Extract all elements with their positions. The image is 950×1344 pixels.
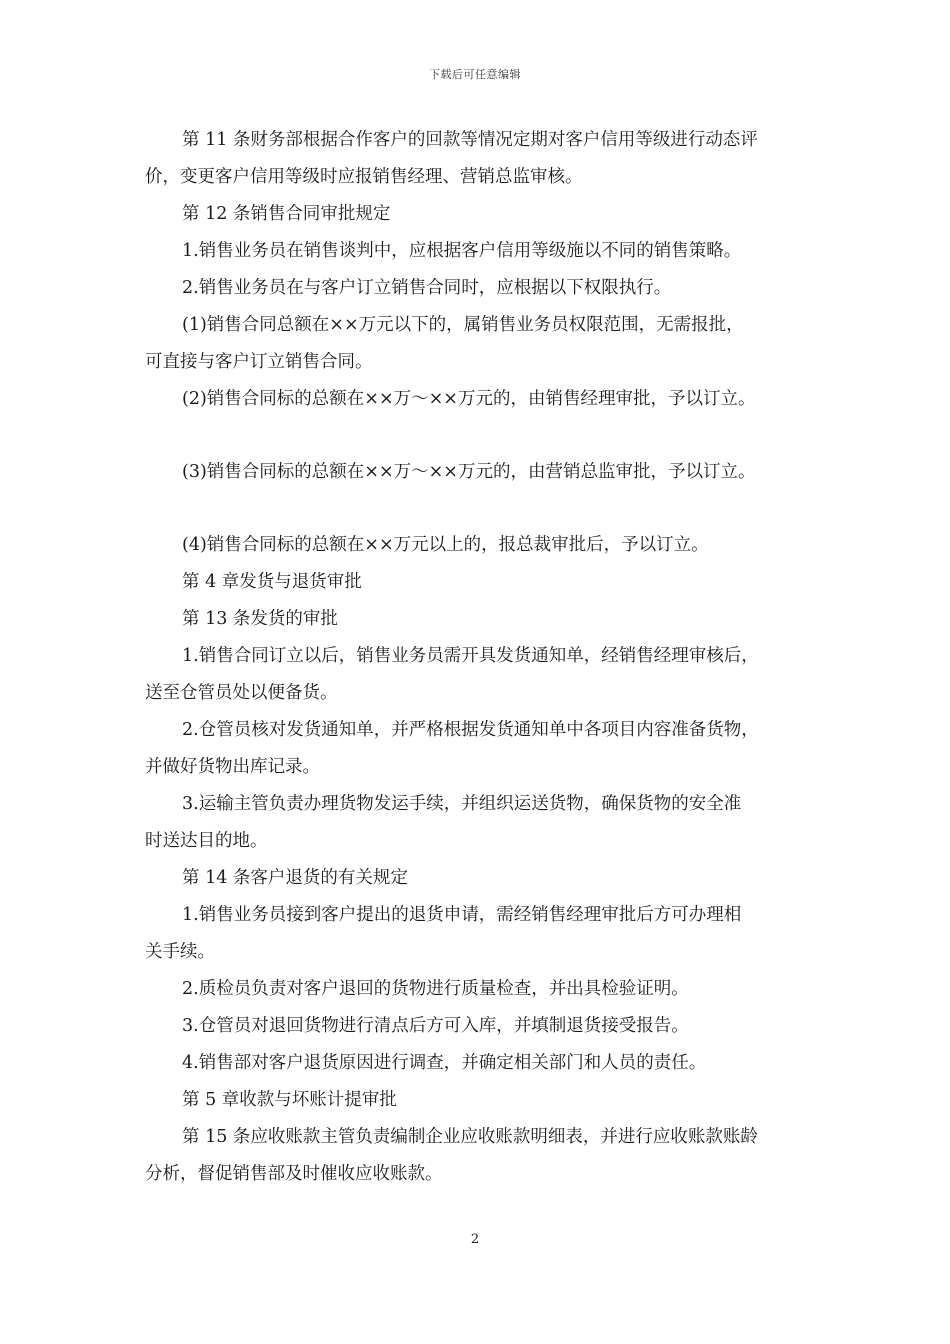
paragraph-line: 1.销售业务员接到客户提出的退货申请，需经销售经理审批后方可办理相 <box>182 905 742 925</box>
paragraph-line: 2.仓管员核对发货通知单，并严格根据发货通知单中各项目内容准备货物， <box>182 720 759 740</box>
list-item <box>145 786 825 860</box>
paragraph-line: 分析，督促销售部及时催收应收账款。 <box>145 1164 443 1184</box>
paragraph-line: 第 11 条财务部根据合作客户的回款等情况定期对客户信用等级进行动态评 <box>182 130 758 150</box>
paragraph-line: 3.仓管员对退回货物进行清点后方可入库，并填制退货接受报告。 <box>182 1016 689 1036</box>
paragraph-line: 1.销售合同订立以后，销售业务员需开具发货通知单，经销售经理审核后， <box>182 646 759 666</box>
list-item <box>145 971 825 1008</box>
page-number: 2 <box>470 1232 480 1247</box>
paragraph-line: (1)销售合同总额在××万元以下的，属销售业务员权限范围，无需报批， <box>182 315 744 335</box>
list-item <box>145 897 825 971</box>
paragraph-line: 4.销售部对客户退货原因进行调查，并确定相关部门和人员的责任。 <box>182 1053 707 1073</box>
paragraph-line: 3.运输主管负责办理货物发运手续，并组织运送货物，确保货物的安全准 <box>182 794 742 814</box>
paragraph-line: 2.质检员负责对客户退回的货物进行质量检查，并出具检验证明。 <box>182 979 689 999</box>
list-item <box>145 1008 825 1045</box>
list-item <box>145 270 825 307</box>
heading-article-14 <box>145 860 825 897</box>
paragraph-line: 第 13 条发货的审批 <box>182 609 338 629</box>
heading-chapter-4 <box>145 564 825 601</box>
page-header: 下载后可任意编辑 <box>429 68 521 81</box>
paragraph-line: 可直接与客户订立销售合同。 <box>145 352 373 372</box>
paragraph-gap <box>145 418 825 454</box>
heading-article-13 <box>145 601 825 638</box>
paragraph-line: 2.销售业务员在与客户订立销售合同时，应根据以下权限执行。 <box>182 278 672 298</box>
paragraph-line: (2)销售合同标的总额在××万～××万元的，由销售经理审批，予以订立。 <box>182 389 756 409</box>
document-body <box>145 122 825 1193</box>
paragraph-line: 第 14 条客户退货的有关规定 <box>182 868 408 888</box>
paragraph-gap <box>145 491 825 527</box>
paragraph-line: (4)销售合同标的总额在××万元以上的，报总裁审批后，予以订立。 <box>182 535 709 555</box>
list-item <box>145 381 825 454</box>
heading-article-12 <box>145 196 825 233</box>
paragraph-line: (3)销售合同标的总额在××万～××万元的，由营销总监审批，予以订立。 <box>182 462 756 482</box>
list-item <box>145 454 825 527</box>
list-item <box>145 712 825 786</box>
list-item <box>145 1045 825 1082</box>
paragraph-line: 第 5 章收款与坏账计提审批 <box>182 1090 397 1110</box>
paragraph-line: 第 4 章发货与退货审批 <box>182 572 362 592</box>
list-item <box>145 233 825 270</box>
paragraph-line: 第 15 条应收账款主管负责编制企业应收账款明细表，并进行应收账款账龄 <box>182 1127 758 1147</box>
paragraph-line: 价，变更客户信用等级时应报销售经理、营销总监审核。 <box>145 167 583 187</box>
paragraph-line: 关手续。 <box>145 942 215 962</box>
paragraph-line: 1.销售业务员在销售谈判中，应根据客户信用等级施以不同的销售策略。 <box>182 241 742 261</box>
paragraph-line: 第 12 条销售合同审批规定 <box>182 204 391 224</box>
list-item <box>145 307 825 381</box>
list-item <box>145 638 825 712</box>
list-item <box>145 527 825 564</box>
paragraph-line: 并做好货物出库记录。 <box>145 757 320 777</box>
paragraph-line: 时送达目的地。 <box>145 831 268 851</box>
heading-chapter-5 <box>145 1082 825 1119</box>
paragraph-line: 送至仓管员处以便备货。 <box>145 683 338 703</box>
paragraph-article-15 <box>145 1119 825 1193</box>
paragraph-article-11 <box>145 122 825 196</box>
